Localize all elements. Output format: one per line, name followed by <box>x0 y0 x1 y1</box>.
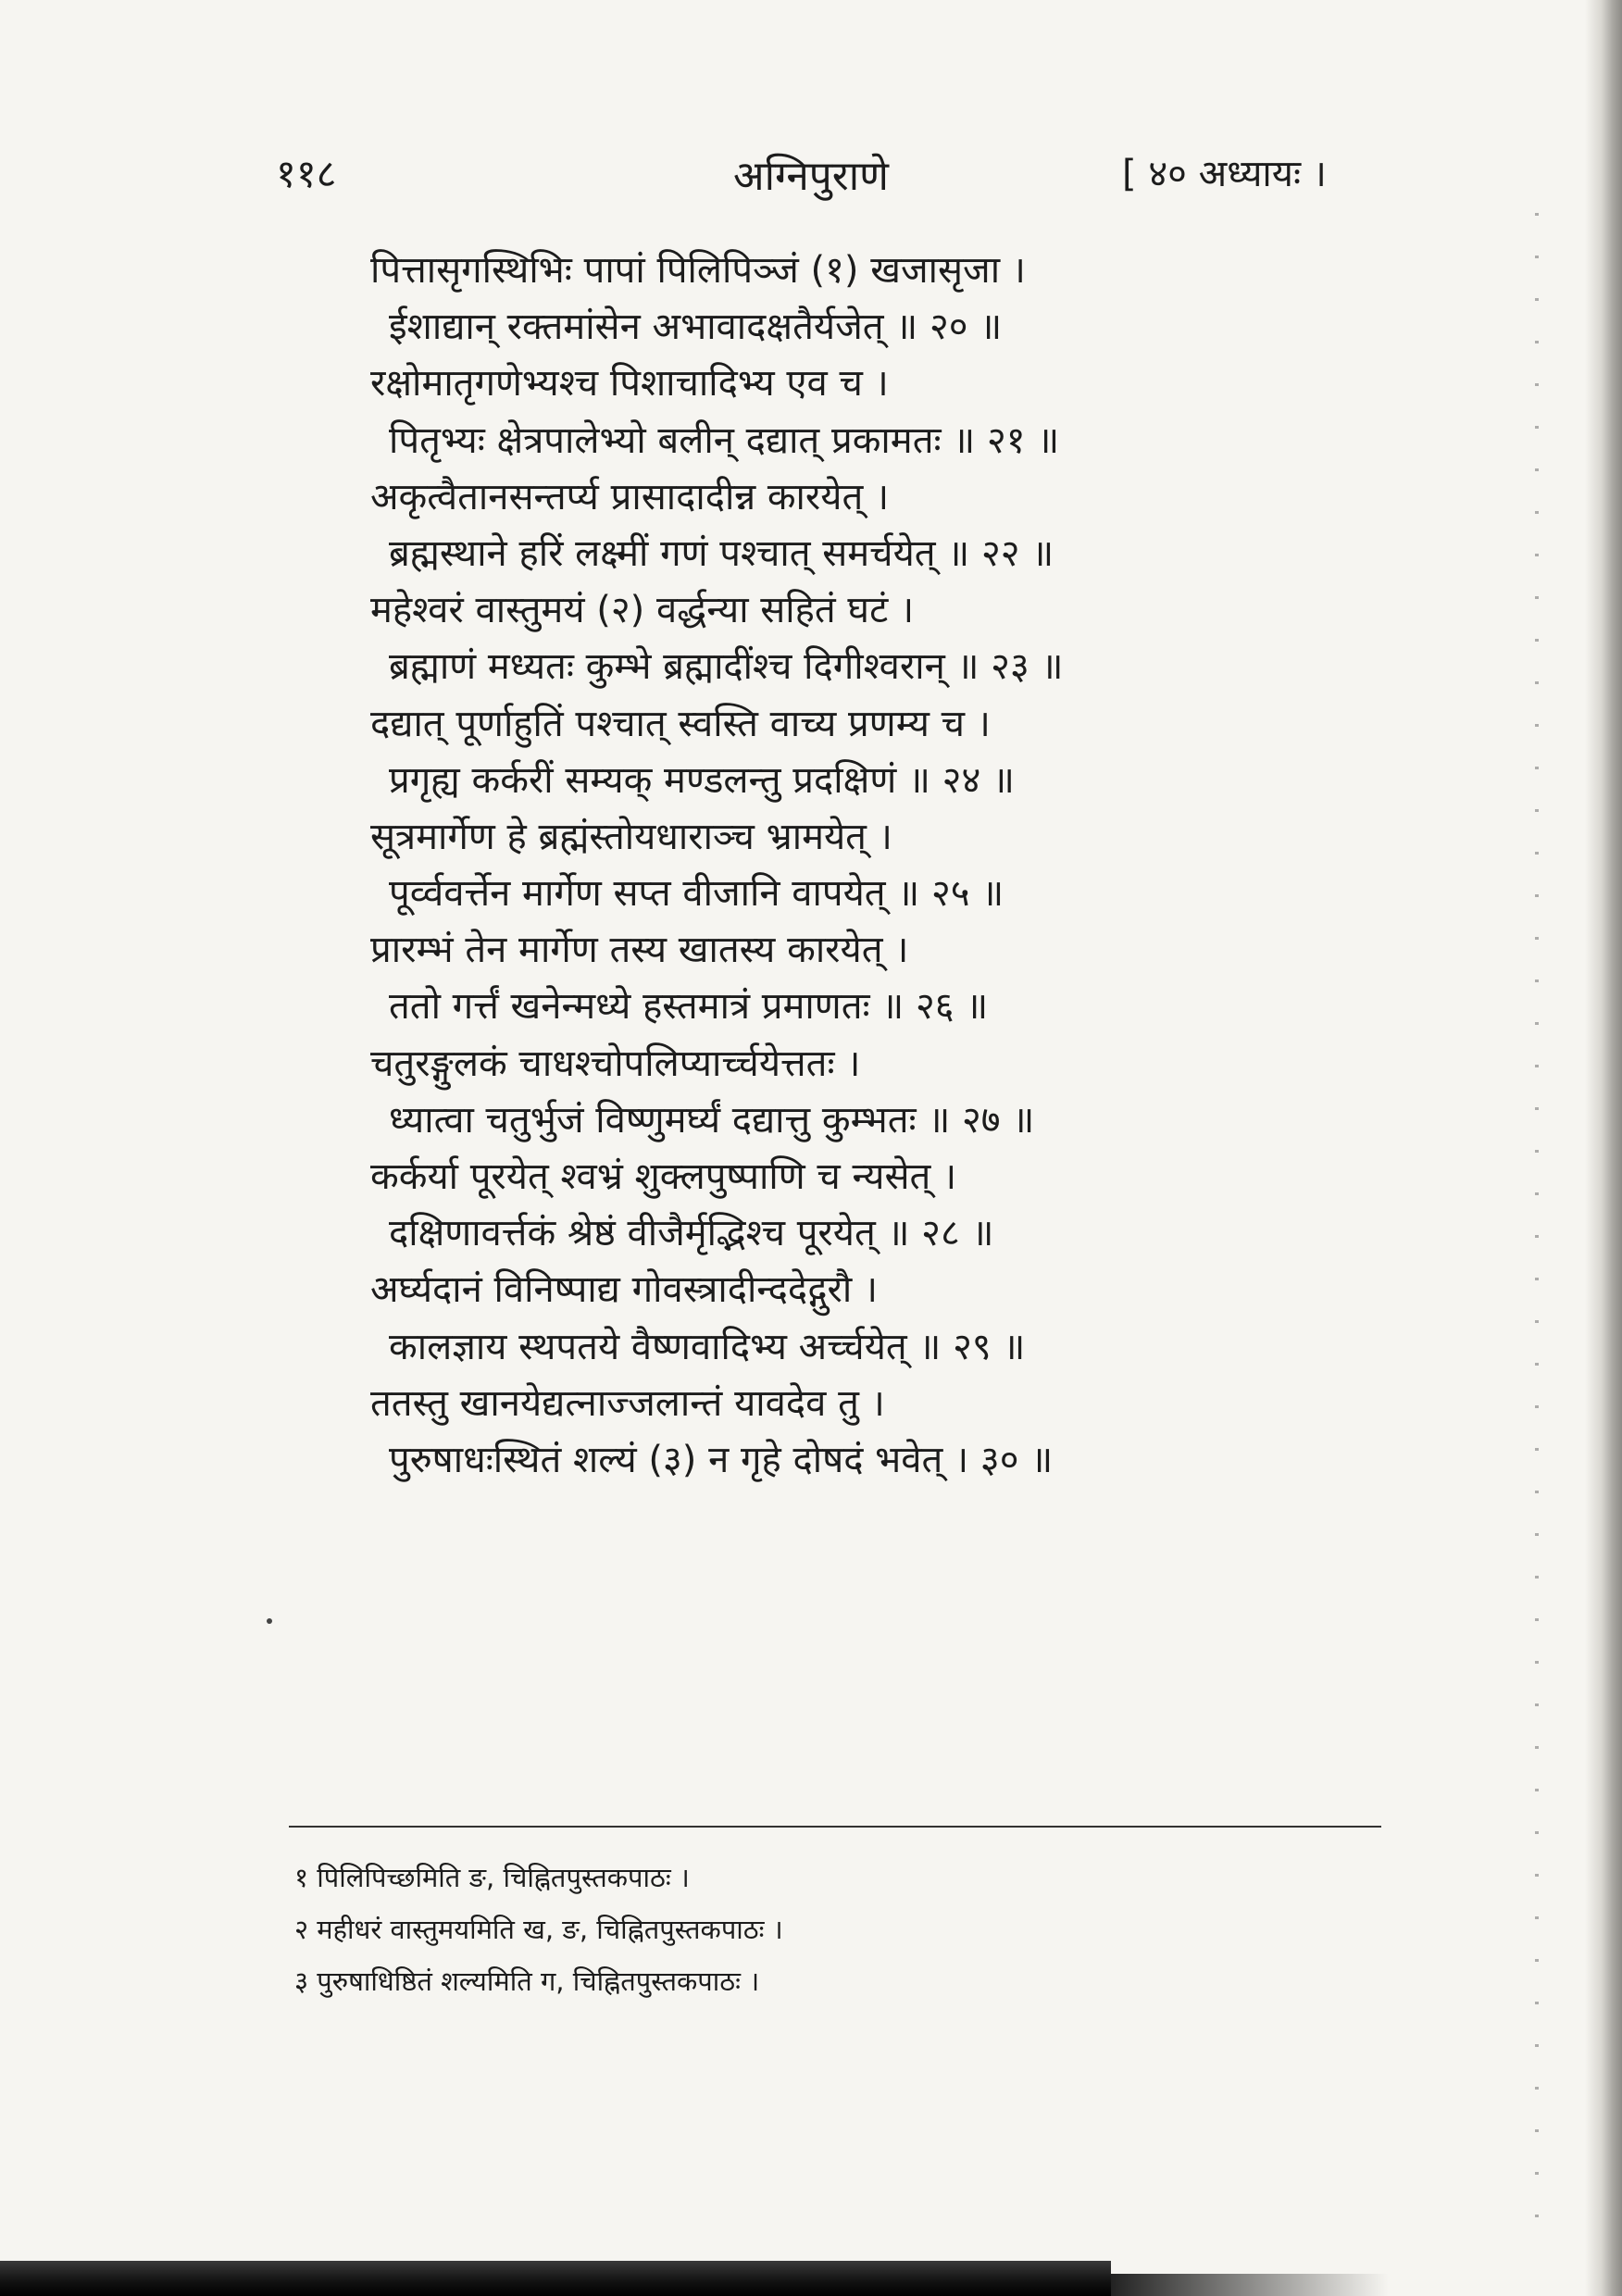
verse-line: दक्षिणावर्त्तकं श्रेष्ठं वीजैर्मृद्भिश्च पूरयेत् ॥ २८ ॥ <box>389 1212 994 1255</box>
chapter-label: [ ४० अध्यायः । <box>1122 153 1327 195</box>
footnote: ३ पुरुषाधिष्ठितं शल्यमिति ग, चिह्नितपुस्तकपाठः । <box>294 1965 760 1997</box>
verse-line: पुरुषाधःस्थितं शल्यं (३) न गृहे दोषदं भवेत् । ३० ॥ <box>389 1438 1054 1481</box>
footnote: २ महीधरं वास्तुमयमिति ख, ङ, चिह्नितपुस्तकपाठः । <box>294 1914 783 1945</box>
verse-line: प्रारम्भं तेन मार्गेण तस्य खातस्य कारयेत् । <box>370 929 909 972</box>
verse-line: प्रगृह्य कर्करीं सम्यक् मण्डलन्तु प्रदक्षिणं ॥ २४ ॥ <box>389 758 1015 802</box>
verse-block <box>370 243 1296 1489</box>
verse-line: कर्कर्या पूरयेत् श्वभ्रं शुक्लपुष्पाणि च न्यसेत् । <box>370 1155 957 1198</box>
verse-line: ततो गर्त्तं खनेन्मध्ये हस्तमात्रं प्रमाणतः ॥ २६ ॥ <box>389 985 989 1029</box>
page-number: ११८ <box>276 151 337 196</box>
book-title: अग्निपुराणे <box>733 153 889 200</box>
verse-line: अकृत्वैतानसन्तर्प्य प्रासादादीन्न कारयेत् । <box>370 475 890 518</box>
verse-line: दद्यात् पूर्णाहुतिं पश्चात् स्वस्ति वाच्य प्रणम्य च । <box>370 702 991 745</box>
footnotes <box>294 1852 1313 2007</box>
verse-line: पितृभ्यः क्षेत्रपालेभ्यो बलीन् दद्यात् प्रकामतः ॥ २१ ॥ <box>389 418 1060 462</box>
page-edge-shadow <box>1585 0 1622 2296</box>
verse-line: ब्रह्मस्थाने हरिं लक्ष्मीं गणं पश्चात् समर्चयेत् ॥ २२ ॥ <box>389 531 1054 575</box>
verse-line: ततस्तु खानयेद्यत्नाज्जलान्तं यावदेव तु । <box>370 1381 885 1425</box>
running-header <box>0 146 1622 202</box>
footnote-divider <box>289 1826 1381 1828</box>
verse-line: सूत्रमार्गेण हे ब्रह्मंस्तोयधाराञ्च भ्रामयेत् । <box>370 815 892 858</box>
binding-edge-marks <box>1535 213 1539 2250</box>
verse-line: पित्तासृगस्थिभिः पापां पिलिपिञ्जं (१) खजासृजा । <box>370 249 1026 292</box>
verse-line: महेश्वरं वास्तुमयं (२) वर्द्धन्या सहितं घटं । <box>370 589 915 632</box>
verse-line: ब्रह्माणं मध्यतः कुम्भे ब्रह्मादींश्च दिगीश्वरान् ॥ २३ ॥ <box>389 645 1064 689</box>
verse-line: चतुरङ्गुलकं चाधश्चोपलिप्यार्च्चयेत्ततः । <box>370 1042 861 1085</box>
verse-line: रक्षोमातृगणेभ्यश्च पिशाचादिभ्य एव च । <box>370 362 889 406</box>
verse-line: ईशाद्यान् रक्तमांसेन अभावादक्षतैर्यजेत् ॥ २० ॥ <box>389 306 1003 349</box>
verse-line: पूर्व्ववर्त्तेन मार्गेण सप्त वीजानि वापयेत् ॥ २५ ॥ <box>389 872 1004 916</box>
verse-line: अर्घ्यदानं विनिष्पाद्य गोवस्त्रादीन्ददेद्गुरौ । <box>370 1268 879 1312</box>
ink-speck <box>267 1618 272 1624</box>
verse-line: ध्यात्वा चतुर्भुजं विष्णुमर्घ्यं दद्यात्तु कुम्भतः ॥ २७ ॥ <box>389 1098 1035 1142</box>
scan-bottom-shadow <box>0 2261 1111 2296</box>
footnote: १ पिलिपिच्छमिति ङ, चिह्नितपुस्तकपाठः । <box>294 1862 690 1893</box>
verse-line: कालज्ञाय स्थपतये वैष्णवादिभ्य अर्च्चयेत् ॥ २९ ॥ <box>389 1325 1026 1368</box>
scan-bottom-shadow-fade <box>1111 2274 1389 2296</box>
